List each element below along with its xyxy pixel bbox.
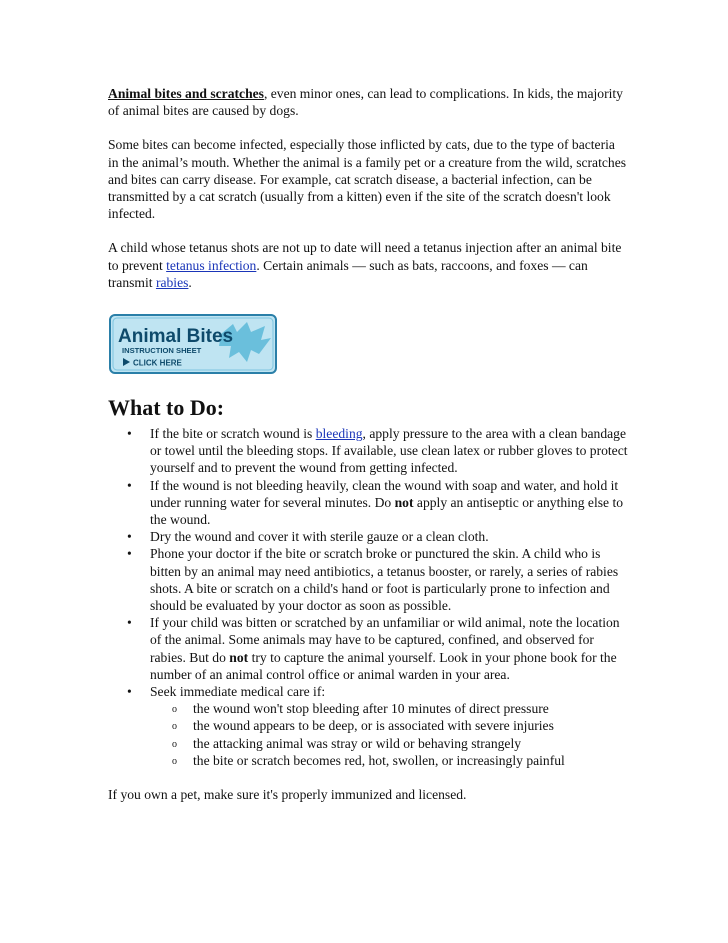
medical-care-sublist <box>150 700 628 769</box>
closing-paragraph: If you own a pet, make sure it's properly immunized and licensed. <box>108 787 467 803</box>
sublist-item: o the wound won't stop bleeding after 10 minutes of direct pressure <box>150 700 628 717</box>
banner-cta: CLICK HERE <box>133 358 182 368</box>
what-to-do-list <box>108 425 628 769</box>
intro-paragraph-1: Animal bites and scratches, even minor ones, can lead to complications. In kids, the majority of animal bites are caused by dogs. <box>108 86 623 119</box>
banner-subtitle: INSTRUCTION SHEET <box>122 346 202 356</box>
list-item: • Seek immediate medical care if: o the wound won't stop bleeding after 10 minutes of direct pressure o the wound appears to be deep, or is associated with severe injuries o the attacking animal was stray or wild or behaving strangely o the bite or scratch becomes red, hot, swollen, or increasingly painful <box>108 683 628 769</box>
instruction-sheet-banner[interactable] <box>109 314 277 374</box>
intro-paragraph-3: A child whose tetanus shots are not up to date will need a tetanus injection after an animal bite to prevent tetanus infection. Certain animals — such as bats, raccoons, and foxes — can transmit rabies. <box>108 240 622 290</box>
sublist-item: o the wound appears to be deep, or is associated with severe injuries <box>150 717 628 734</box>
list-item: • Phone your doctor if the bite or scratch broke or punctured the skin. A child who is bitten by an animal may need antibiotics, a tetanus booster, or rarely, a series of rabies shots. A bite or scratch on a child's hand or foot is particularly prone to infection and should be evaluated by your doctor as soon as possible. <box>108 545 628 614</box>
rabies-link[interactable]: rabies <box>155 274 189 290</box>
section-heading: What to Do: <box>108 395 225 421</box>
bleeding-link[interactable]: bleeding <box>315 426 363 442</box>
list-item: • If your child was bitten or scratched by an unfamiliar or wild animal, note the location of the animal. Some animals may have to be captured, confined, and observed for rabies. But do not try to capture the animal yourself. Look in your phone book for the number of an animal control office or animal warden in your area. <box>108 614 628 683</box>
sublist-item: o the bite or scratch becomes red, hot, swollen, or increasingly painful <box>150 752 628 769</box>
animal-bites-link[interactable]: Animal bites and scratches <box>108 86 264 101</box>
list-item: • Dry the wound and cover it with sterile gauze or a clean cloth. <box>108 528 628 545</box>
tetanus-infection-link[interactable]: tetanus infection <box>166 257 257 273</box>
document-body <box>108 85 628 820</box>
list-item: • If the bite or scratch wound is bleeding, apply pressure to the area with a clean bandage or towel until the bleeding stops. If available, use clean latex or rubber gloves to protect yourself and to prevent the wound from getting infected. <box>108 425 628 477</box>
list-item: • If the wound is not bleeding heavily, clean the wound with soap and water, and hold it under running water for several minutes. Do not apply an antiseptic or anything else to the wound. <box>108 477 628 529</box>
intro-paragraph-2: Some bites can become infected, especially those inflicted by cats, due to the type of bacteria in the animal’s mouth. Whether the animal is a family pet or a creature from the wild, scratches and bites can carry disease. For example, cat scratch disease, a bacterial infection, can be transmitted by a cat scratch (usually from a kitten) even if the site of the scratch doesn't look infected. <box>108 137 627 222</box>
sublist-item: o the attacking animal was stray or wild or behaving strangely <box>150 735 628 752</box>
banner-title: Animal Bites <box>118 326 234 348</box>
